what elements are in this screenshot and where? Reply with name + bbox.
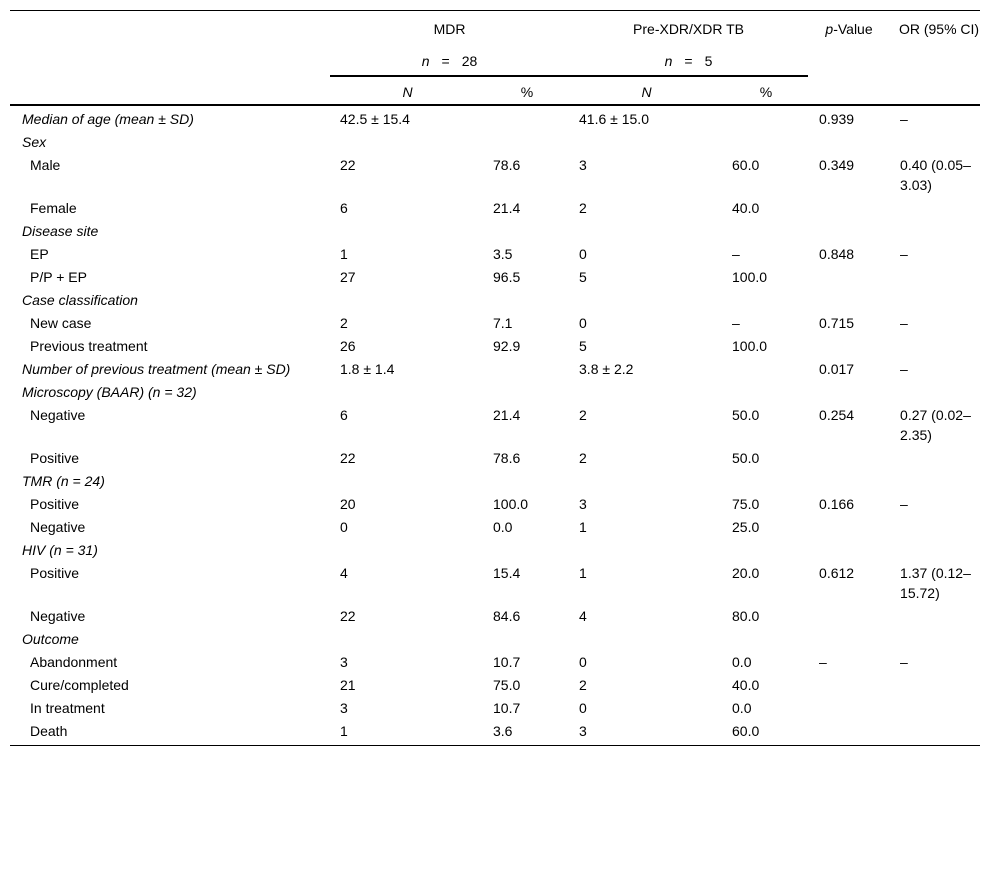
p-value-cell [808,514,890,537]
table-row [10,218,980,241]
mdr-n-cell [330,537,485,560]
xdr-pct-cell: 60.0 [732,723,760,739]
header-pvalue-italic: p [825,21,834,37]
header-xdr-N: N [641,84,652,100]
xdr-n-cell: 2 [579,677,587,693]
mdr-n-cell: 1 [340,723,348,739]
or-cell: 0.27 (0.02–2.35) [900,407,971,443]
or-cell [890,287,980,310]
table-row [10,356,980,379]
row-label: Median of age (mean ± SD) [22,111,194,127]
table-row [10,105,980,129]
mdr-pct-cell: 84.6 [493,608,521,624]
mdr-pct-cell: 3.6 [493,723,513,739]
row-label: Outcome [22,631,79,647]
mdr-pct-cell: 21.4 [493,200,521,216]
or-cell [890,333,980,356]
mdr-n-cell: 6 [340,407,348,423]
p-value-cell [808,626,890,649]
xdr-pct-cell [724,537,808,560]
mdr-n-cell: 1.8 ± 1.4 [340,361,395,377]
table-row [10,537,980,560]
xdr-pct-cell: 40.0 [732,200,760,216]
table-row [10,603,980,626]
table-row [10,695,980,718]
mdr-n-cell: 21 [340,677,356,693]
mdr-n-label: n [421,53,430,69]
mdr-n-cell [330,129,485,152]
row-label: Male [30,157,61,173]
mdr-pct-cell [485,105,569,129]
table-row [10,310,980,333]
mdr-pct-cell: 3.5 [493,246,513,262]
xdr-pct-cell [724,379,808,402]
xdr-n-cell: 41.6 ± 15.0 [579,111,649,127]
xdr-pct-cell: 25.0 [732,519,760,535]
mdr-pct-cell: 10.7 [493,700,521,716]
table-row [10,514,980,537]
or-cell [890,603,980,626]
header-xdr-pct: % [759,84,773,100]
p-value-cell [808,264,890,287]
row-label: Cure/completed [30,677,129,693]
xdr-n-cell: 0 [579,246,587,262]
or-cell [890,264,980,287]
mdr-pct-cell: 7.1 [493,315,513,331]
row-label: EP [30,246,49,262]
table-row [10,672,980,695]
or-cell [890,626,980,649]
mdr-pct-cell: 21.4 [493,407,521,423]
mdr-pct-cell: 15.4 [493,565,521,581]
or-cell [890,445,980,468]
xdr-pct-cell: 0.0 [732,654,752,670]
xdr-pct-cell: – [732,246,740,262]
or-cell [890,468,980,491]
xdr-pct-cell [724,626,808,649]
p-value-cell [808,537,890,560]
or-cell [890,672,980,695]
table-row [10,649,980,672]
row-label: TMR (n = 24) [22,473,105,489]
xdr-n-cell: 0 [579,654,587,670]
xdr-n-cell [569,537,724,560]
or-cell: 1.37 (0.12–15.72) [900,565,971,601]
p-value-cell [808,468,890,491]
row-label: Negative [30,407,86,423]
xdr-pct-cell: 0.0 [732,700,752,716]
row-label: Previous treatment [30,338,148,354]
p-value-cell [808,445,890,468]
xdr-n-cell [569,287,724,310]
mdr-n-cell [330,218,485,241]
mdr-n-cell [330,379,485,402]
mdr-n-cell: 4 [340,565,348,581]
xdr-n-cell [569,218,724,241]
table-row [10,264,980,287]
or-cell: – [900,111,908,127]
or-cell [890,695,980,718]
xdr-n-cell: 3 [579,496,587,512]
mdr-n-cell: 22 [340,450,356,466]
p-value-cell: 0.349 [819,157,855,173]
xdr-n-cell: 0 [579,700,587,716]
mdr-n-cell: 3 [340,700,348,716]
p-value-cell: 0.612 [819,565,855,581]
xdr-pct-cell: 40.0 [732,677,760,693]
xdr-pct-cell: 80.0 [732,608,760,624]
or-cell [890,129,980,152]
mdr-n-cell [330,626,485,649]
or-cell [890,195,980,218]
mdr-n-cell [330,468,485,491]
p-value-cell [808,603,890,626]
mdr-pct-cell: 10.7 [493,654,521,670]
mdr-pct-cell: 100.0 [493,496,529,512]
table-row [10,152,980,195]
xdr-n-value: 5 [704,53,713,69]
row-label: Sex [22,134,47,150]
mdr-pct-cell [485,468,569,491]
mdr-n-cell: 0 [340,519,348,535]
row-label: Female [30,200,77,216]
xdr-n-cell: 1 [579,519,587,535]
xdr-pct-cell [724,218,808,241]
p-value-cell [808,333,890,356]
mdr-n-cell: 1 [340,246,348,262]
row-label: Positive [30,496,80,512]
mdr-pct-cell: 78.6 [493,157,521,173]
p-value-cell: 0.848 [819,246,855,262]
header-mdr-N: N [402,84,413,100]
mdr-n-cell: 3 [340,654,348,670]
row-label: Abandonment [30,654,118,670]
or-cell [890,379,980,402]
mdr-pct-cell: 0.0 [493,519,513,535]
table-row [10,287,980,310]
header-mdr-n [330,39,569,76]
xdr-n-cell [569,626,724,649]
p-value-cell: – [819,654,827,670]
table-body [10,105,980,746]
xdr-pct-cell [724,105,808,129]
or-cell: – [900,361,908,377]
mdr-pct-cell [485,129,569,152]
table-row [10,468,980,491]
p-value-cell [808,718,890,746]
xdr-pct-cell [724,129,808,152]
xdr-n-eq: = [684,53,693,69]
xdr-n-cell: 5 [579,269,587,285]
table-row [10,195,980,218]
or-cell: 0.40 (0.05–3.03) [900,157,971,193]
xdr-pct-cell: 50.0 [732,407,760,423]
or-cell [890,514,980,537]
xdr-pct-cell [724,356,808,379]
row-label: Negative [30,608,86,624]
table-row [10,333,980,356]
p-value-cell [808,379,890,402]
mdr-pct-cell [485,379,569,402]
mdr-n-cell: 42.5 ± 15.4 [340,111,410,127]
row-label: HIV (n = 31) [22,542,98,558]
header-pvalue [808,11,890,40]
xdr-pct-cell: 100.0 [732,269,768,285]
p-value-cell [808,195,890,218]
row-label: Negative [30,519,86,535]
table-row [10,402,980,445]
p-value-cell: 0.254 [819,407,855,423]
or-cell: – [900,315,908,331]
p-value-cell: 0.166 [819,496,855,512]
header-or: OR (95% CI) [898,21,980,37]
p-value-cell: 0.017 [819,361,855,377]
xdr-n-cell [569,379,724,402]
xdr-pct-cell [724,468,808,491]
row-label: Death [30,723,68,739]
xdr-n-cell: 3 [579,723,587,739]
mdr-pct-cell [485,356,569,379]
xdr-n-cell: 3.8 ± 2.2 [579,361,634,377]
mdr-n-cell: 22 [340,157,356,173]
or-cell [890,218,980,241]
xdr-n-cell: 4 [579,608,587,624]
table-header [10,11,980,106]
xdr-n-cell: 2 [579,200,587,216]
xdr-n-cell: 0 [579,315,587,331]
mdr-n-cell [330,287,485,310]
p-value-cell [808,218,890,241]
header-mdr: MDR [433,21,466,37]
mdr-pct-cell: 75.0 [493,677,521,693]
mdr-n-cell: 6 [340,200,348,216]
header-empty [10,11,330,40]
p-value-cell: 0.939 [819,111,855,127]
table-row [10,379,980,402]
table-row [10,718,980,746]
p-value-cell [808,672,890,695]
mdr-pct-cell [485,626,569,649]
table-row [10,445,980,468]
xdr-n-label: n [664,53,673,69]
header-pvalue-rest: -Value [833,21,873,37]
xdr-n-cell [569,129,724,152]
xdr-n-cell: 1 [579,565,587,581]
mdr-n-cell: 20 [340,496,356,512]
mdr-pct-cell [485,537,569,560]
xdr-pct-cell: 50.0 [732,450,760,466]
row-label: Number of previous treatment (mean ± SD) [22,361,291,377]
row-label: Disease site [22,223,99,239]
or-cell: – [900,496,908,512]
xdr-n-cell: 5 [579,338,587,354]
mdr-n-cell: 26 [340,338,356,354]
header-xdr-n [569,39,808,76]
xdr-pct-cell [724,287,808,310]
xdr-pct-cell: 20.0 [732,565,760,581]
mdr-n-cell: 22 [340,608,356,624]
xdr-n-cell: 2 [579,450,587,466]
header-xdr: Pre-XDR/XDR TB [633,21,745,37]
xdr-pct-cell: 100.0 [732,338,768,354]
xdr-pct-cell: – [732,315,740,331]
table-row [10,560,980,603]
row-label: Positive [30,450,80,466]
or-cell: – [900,246,908,262]
table-row [10,491,980,514]
table-row [10,626,980,649]
results-table [10,10,980,746]
row-label: Case classification [22,292,138,308]
mdr-n-eq: = [441,53,450,69]
xdr-n-cell [569,468,724,491]
p-value-cell [808,695,890,718]
mdr-pct-cell [485,287,569,310]
p-value-cell: 0.715 [819,315,855,331]
header-mdr-pct: % [520,84,534,100]
or-cell [890,718,980,746]
mdr-n-value: 28 [461,53,478,69]
mdr-n-cell: 2 [340,315,348,331]
mdr-pct-cell: 92.9 [493,338,521,354]
mdr-pct-cell: 96.5 [493,269,521,285]
xdr-pct-cell: 75.0 [732,496,760,512]
p-value-cell [808,129,890,152]
row-label: New case [30,315,92,331]
xdr-pct-cell: 60.0 [732,157,760,173]
row-label: Positive [30,565,80,581]
table-row [10,129,980,152]
mdr-pct-cell [485,218,569,241]
row-label: Microscopy (BAAR) (n = 32) [22,384,197,400]
table-row [10,241,980,264]
mdr-pct-cell: 78.6 [493,450,521,466]
or-cell: – [900,654,908,670]
row-label: P/P + EP [30,269,87,285]
mdr-n-cell: 27 [340,269,356,285]
row-label: In treatment [30,700,105,716]
or-cell [890,537,980,560]
xdr-n-cell: 2 [579,407,587,423]
p-value-cell [808,287,890,310]
xdr-n-cell: 3 [579,157,587,173]
